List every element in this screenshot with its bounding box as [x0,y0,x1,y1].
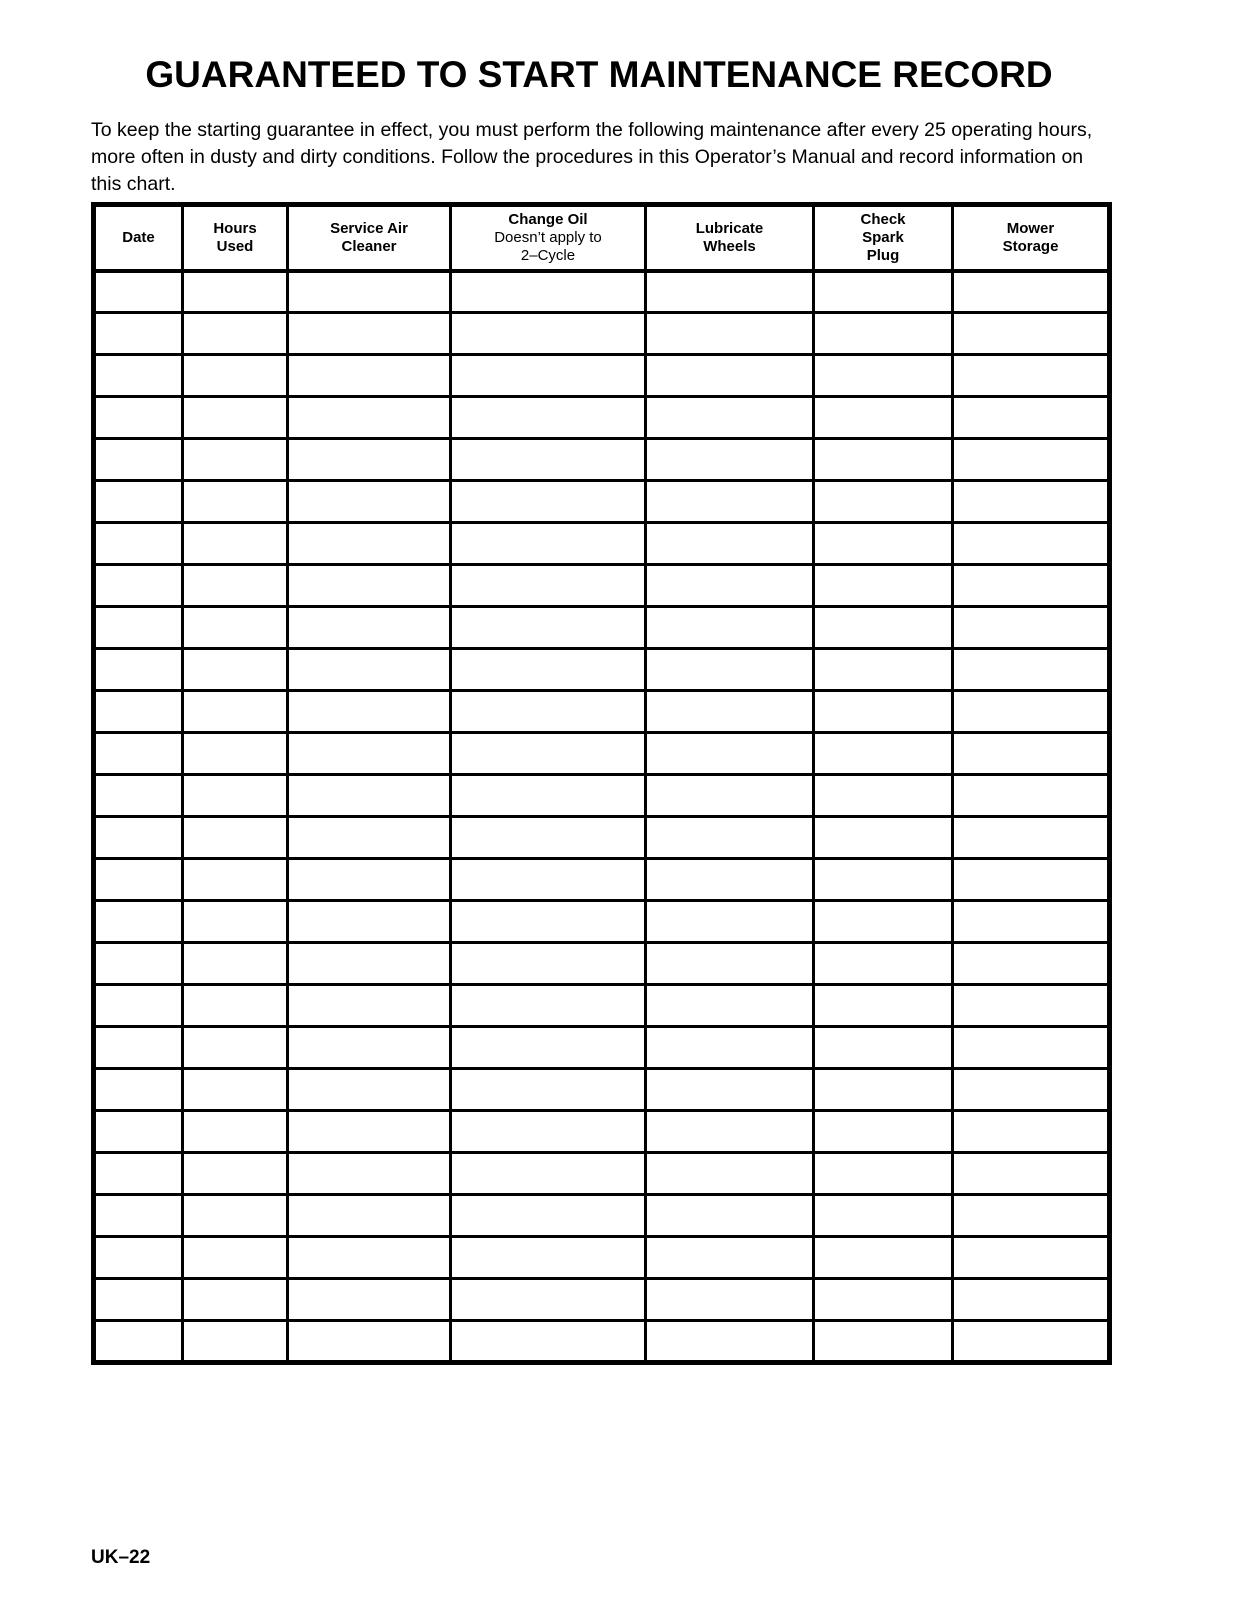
col-header-label: Plug [866,246,900,264]
record-cell-service-air-cleaner [288,691,451,733]
intro-line: To keep the starting guarantee in effect, you must perform the following maintenance after every 25 operating hours, [91,119,1093,141]
record-cell-change-oil [451,691,646,733]
record-cell-hours-used [183,733,288,775]
record-cell-check-spark-plug [814,607,953,649]
record-cell-change-oil [451,1111,646,1153]
record-cell-change-oil [451,397,646,439]
record-cell-hours-used [183,1153,288,1195]
record-cell-change-oil [451,859,646,901]
record-cell-mower-storage [953,1153,1110,1195]
record-cell-check-spark-plug [814,355,953,397]
record-cell-mower-storage [953,1195,1110,1237]
record-cell-change-oil [451,481,646,523]
record-cell-lubricate-wheels [646,733,814,775]
record-cell-change-oil [451,1279,646,1321]
record-cell-check-spark-plug [814,775,953,817]
header-row [94,205,1110,271]
intro-line: more often in dusty and dirty conditions. Follow the procedures in this Operator’s Manual and record information on [91,146,1084,168]
record-cell-service-air-cleaner [288,1321,451,1363]
record-cell-date [94,985,183,1027]
record-cell-lubricate-wheels [646,565,814,607]
record-cell-date [94,1027,183,1069]
record-cell-service-air-cleaner [288,1195,451,1237]
record-cell-service-air-cleaner [288,271,451,313]
record-cell-check-spark-plug [814,565,953,607]
table-header [94,205,1110,271]
record-cell-service-air-cleaner [288,481,451,523]
record-row [94,1027,1110,1069]
record-row [94,355,1110,397]
record-cell-date [94,565,183,607]
record-cell-date [94,733,183,775]
col-header-label: Cleaner [341,237,397,255]
record-row [94,775,1110,817]
record-cell-hours-used [183,985,288,1027]
record-cell-hours-used [183,271,288,313]
record-cell-mower-storage [953,355,1110,397]
record-cell-date [94,355,183,397]
record-cell-mower-storage [953,1279,1110,1321]
record-cell-lubricate-wheels [646,439,814,481]
record-cell-service-air-cleaner [288,607,451,649]
record-cell-service-air-cleaner [288,1279,451,1321]
record-cell-service-air-cleaner [288,439,451,481]
record-cell-service-air-cleaner [288,397,451,439]
record-cell-lubricate-wheels [646,817,814,859]
record-cell-hours-used [183,481,288,523]
record-cell-lubricate-wheels [646,1069,814,1111]
record-cell-date [94,481,183,523]
record-row [94,943,1110,985]
record-cell-mower-storage [953,775,1110,817]
record-cell-mower-storage [953,271,1110,313]
record-cell-hours-used [183,691,288,733]
record-row [94,691,1110,733]
record-row [94,439,1110,481]
record-cell-date [94,1111,183,1153]
record-cell-hours-used [183,649,288,691]
record-row [94,1153,1110,1195]
record-cell-hours-used [183,1237,288,1279]
record-row [94,733,1110,775]
record-cell-check-spark-plug [814,439,953,481]
record-cell-mower-storage [953,523,1110,565]
record-cell-change-oil [451,565,646,607]
record-cell-check-spark-plug [814,817,953,859]
record-cell-date [94,1237,183,1279]
record-row [94,1321,1110,1363]
record-cell-hours-used [183,355,288,397]
record-cell-service-air-cleaner [288,901,451,943]
record-cell-mower-storage [953,943,1110,985]
record-cell-change-oil [451,901,646,943]
record-cell-change-oil [451,943,646,985]
record-cell-service-air-cleaner [288,1027,451,1069]
record-cell-lubricate-wheels [646,1153,814,1195]
record-cell-date [94,271,183,313]
record-cell-mower-storage [953,607,1110,649]
record-cell-hours-used [183,1111,288,1153]
record-cell-hours-used [183,1321,288,1363]
record-row [94,901,1110,943]
record-cell-lubricate-wheels [646,523,814,565]
record-row [94,1069,1110,1111]
record-cell-hours-used [183,1069,288,1111]
record-cell-hours-used [183,1195,288,1237]
record-cell-hours-used [183,313,288,355]
record-cell-mower-storage [953,1027,1110,1069]
col-header-service-air-cleaner [288,205,451,271]
record-cell-check-spark-plug [814,649,953,691]
record-cell-date [94,943,183,985]
record-row [94,1237,1110,1279]
record-cell-change-oil [451,271,646,313]
record-cell-hours-used [183,859,288,901]
record-cell-change-oil [451,985,646,1027]
record-cell-hours-used [183,817,288,859]
col-header-mower-storage [953,205,1110,271]
record-row [94,1279,1110,1321]
intro-paragraph [91,117,1107,198]
col-header-label: Storage [1002,237,1059,255]
record-cell-change-oil [451,1027,646,1069]
record-cell-date [94,1069,183,1111]
record-cell-change-oil [451,523,646,565]
record-cell-change-oil [451,1195,646,1237]
record-cell-mower-storage [953,481,1110,523]
record-cell-check-spark-plug [814,271,953,313]
record-row [94,1111,1110,1153]
record-row [94,523,1110,565]
record-cell-date [94,817,183,859]
col-header-hours-used [183,205,288,271]
record-cell-check-spark-plug [814,1027,953,1069]
record-cell-service-air-cleaner [288,523,451,565]
col-header-label: Wheels [703,237,756,255]
record-row [94,397,1110,439]
col-header-lubricate-wheels [646,205,814,271]
record-cell-check-spark-plug [814,859,953,901]
record-cell-change-oil [451,439,646,481]
col-header-date [94,205,183,271]
record-cell-check-spark-plug [814,397,953,439]
record-cell-mower-storage [953,565,1110,607]
record-cell-lubricate-wheels [646,397,814,439]
record-cell-date [94,439,183,481]
record-cell-date [94,691,183,733]
record-cell-hours-used [183,901,288,943]
record-cell-date [94,649,183,691]
record-cell-date [94,1279,183,1321]
col-header-label: Used [216,237,254,255]
record-cell-change-oil [451,607,646,649]
record-cell-check-spark-plug [814,1153,953,1195]
record-cell-date [94,397,183,439]
record-cell-service-air-cleaner [288,1069,451,1111]
record-cell-change-oil [451,733,646,775]
record-row [94,859,1110,901]
record-cell-date [94,775,183,817]
record-cell-lubricate-wheels [646,1111,814,1153]
record-cell-lubricate-wheels [646,901,814,943]
record-cell-mower-storage [953,733,1110,775]
col-header-label: Hours [213,219,257,237]
record-cell-date [94,523,183,565]
record-cell-check-spark-plug [814,1069,953,1111]
col-header-label: Check [860,210,906,228]
record-cell-lubricate-wheels [646,859,814,901]
record-row [94,565,1110,607]
record-cell-lubricate-wheels [646,481,814,523]
record-row [94,1195,1110,1237]
col-header-label: Date [122,228,155,246]
record-cell-mower-storage [953,1069,1110,1111]
record-cell-lubricate-wheels [646,649,814,691]
col-header-label: Lubricate [695,219,764,237]
record-cell-change-oil [451,817,646,859]
record-cell-hours-used [183,1027,288,1069]
record-cell-check-spark-plug [814,733,953,775]
record-cell-service-air-cleaner [288,313,451,355]
record-cell-lubricate-wheels [646,943,814,985]
record-cell-service-air-cleaner [288,775,451,817]
col-header-check-spark-plug [814,205,953,271]
record-cell-change-oil [451,313,646,355]
record-cell-change-oil [451,1153,646,1195]
record-cell-change-oil [451,649,646,691]
record-cell-check-spark-plug [814,901,953,943]
record-cell-mower-storage [953,691,1110,733]
record-cell-hours-used [183,397,288,439]
record-cell-change-oil [451,775,646,817]
record-row [94,649,1110,691]
record-row [94,607,1110,649]
record-cell-lubricate-wheels [646,1237,814,1279]
record-cell-check-spark-plug [814,985,953,1027]
record-cell-check-spark-plug [814,523,953,565]
record-cell-hours-used [183,943,288,985]
col-header-label: Change Oil [508,210,588,228]
record-cell-hours-used [183,439,288,481]
record-cell-mower-storage [953,859,1110,901]
record-cell-service-air-cleaner [288,1237,451,1279]
record-row [94,271,1110,313]
record-cell-check-spark-plug [814,943,953,985]
record-row [94,313,1110,355]
record-cell-hours-used [183,565,288,607]
record-cell-date [94,1153,183,1195]
record-cell-mower-storage [953,901,1110,943]
record-cell-service-air-cleaner [288,859,451,901]
record-cell-lubricate-wheels [646,1027,814,1069]
record-cell-check-spark-plug [814,691,953,733]
record-cell-mower-storage [953,313,1110,355]
record-cell-mower-storage [953,985,1110,1027]
record-row [94,985,1110,1027]
record-cell-check-spark-plug [814,1279,953,1321]
record-cell-mower-storage [953,1237,1110,1279]
record-cell-check-spark-plug [814,313,953,355]
record-cell-date [94,313,183,355]
record-cell-mower-storage [953,817,1110,859]
col-header-label: Service Air [330,219,408,237]
record-cell-hours-used [183,523,288,565]
col-header-label: Spark [862,228,904,246]
record-cell-check-spark-plug [814,1111,953,1153]
record-cell-date [94,1321,183,1363]
maintenance-record-table [91,202,1112,1365]
col-header-sublabel: 2–Cycle [520,246,576,264]
record-cell-mower-storage [953,1321,1110,1363]
table-body [94,271,1110,1363]
record-cell-lubricate-wheels [646,355,814,397]
record-cell-lubricate-wheels [646,985,814,1027]
record-cell-check-spark-plug [814,481,953,523]
record-cell-mower-storage [953,649,1110,691]
record-cell-lubricate-wheels [646,775,814,817]
record-cell-date [94,901,183,943]
record-cell-hours-used [183,775,288,817]
record-cell-change-oil [451,1069,646,1111]
record-cell-service-air-cleaner [288,1111,451,1153]
record-cell-change-oil [451,355,646,397]
page-number: UK–22 [91,1547,151,1568]
intro-line: this chart. [91,173,176,195]
record-cell-check-spark-plug [814,1195,953,1237]
record-cell-date [94,607,183,649]
record-cell-hours-used [183,1279,288,1321]
record-cell-date [94,1195,183,1237]
record-cell-service-air-cleaner [288,943,451,985]
record-cell-lubricate-wheels [646,607,814,649]
record-cell-service-air-cleaner [288,565,451,607]
record-cell-service-air-cleaner [288,649,451,691]
record-cell-check-spark-plug [814,1321,953,1363]
col-header-sublabel: Doesn’t apply to [494,228,602,246]
record-cell-lubricate-wheels [646,271,814,313]
record-cell-change-oil [451,1321,646,1363]
record-cell-check-spark-plug [814,1237,953,1279]
record-cell-hours-used [183,607,288,649]
record-cell-lubricate-wheels [646,1321,814,1363]
record-row [94,817,1110,859]
record-cell-lubricate-wheels [646,313,814,355]
record-cell-service-air-cleaner [288,733,451,775]
record-cell-lubricate-wheels [646,1279,814,1321]
record-cell-mower-storage [953,439,1110,481]
col-header-label: Mower [1006,219,1055,237]
record-cell-date [94,859,183,901]
record-row [94,481,1110,523]
col-header-change-oil [451,205,646,271]
record-cell-lubricate-wheels [646,1195,814,1237]
record-cell-service-air-cleaner [288,817,451,859]
record-cell-change-oil [451,1237,646,1279]
page-title: GUARANTEED TO START MAINTENANCE RECORD [145,54,1053,95]
record-cell-service-air-cleaner [288,1153,451,1195]
record-cell-mower-storage [953,397,1110,439]
record-cell-lubricate-wheels [646,691,814,733]
record-cell-service-air-cleaner [288,355,451,397]
record-cell-mower-storage [953,1111,1110,1153]
record-cell-service-air-cleaner [288,985,451,1027]
